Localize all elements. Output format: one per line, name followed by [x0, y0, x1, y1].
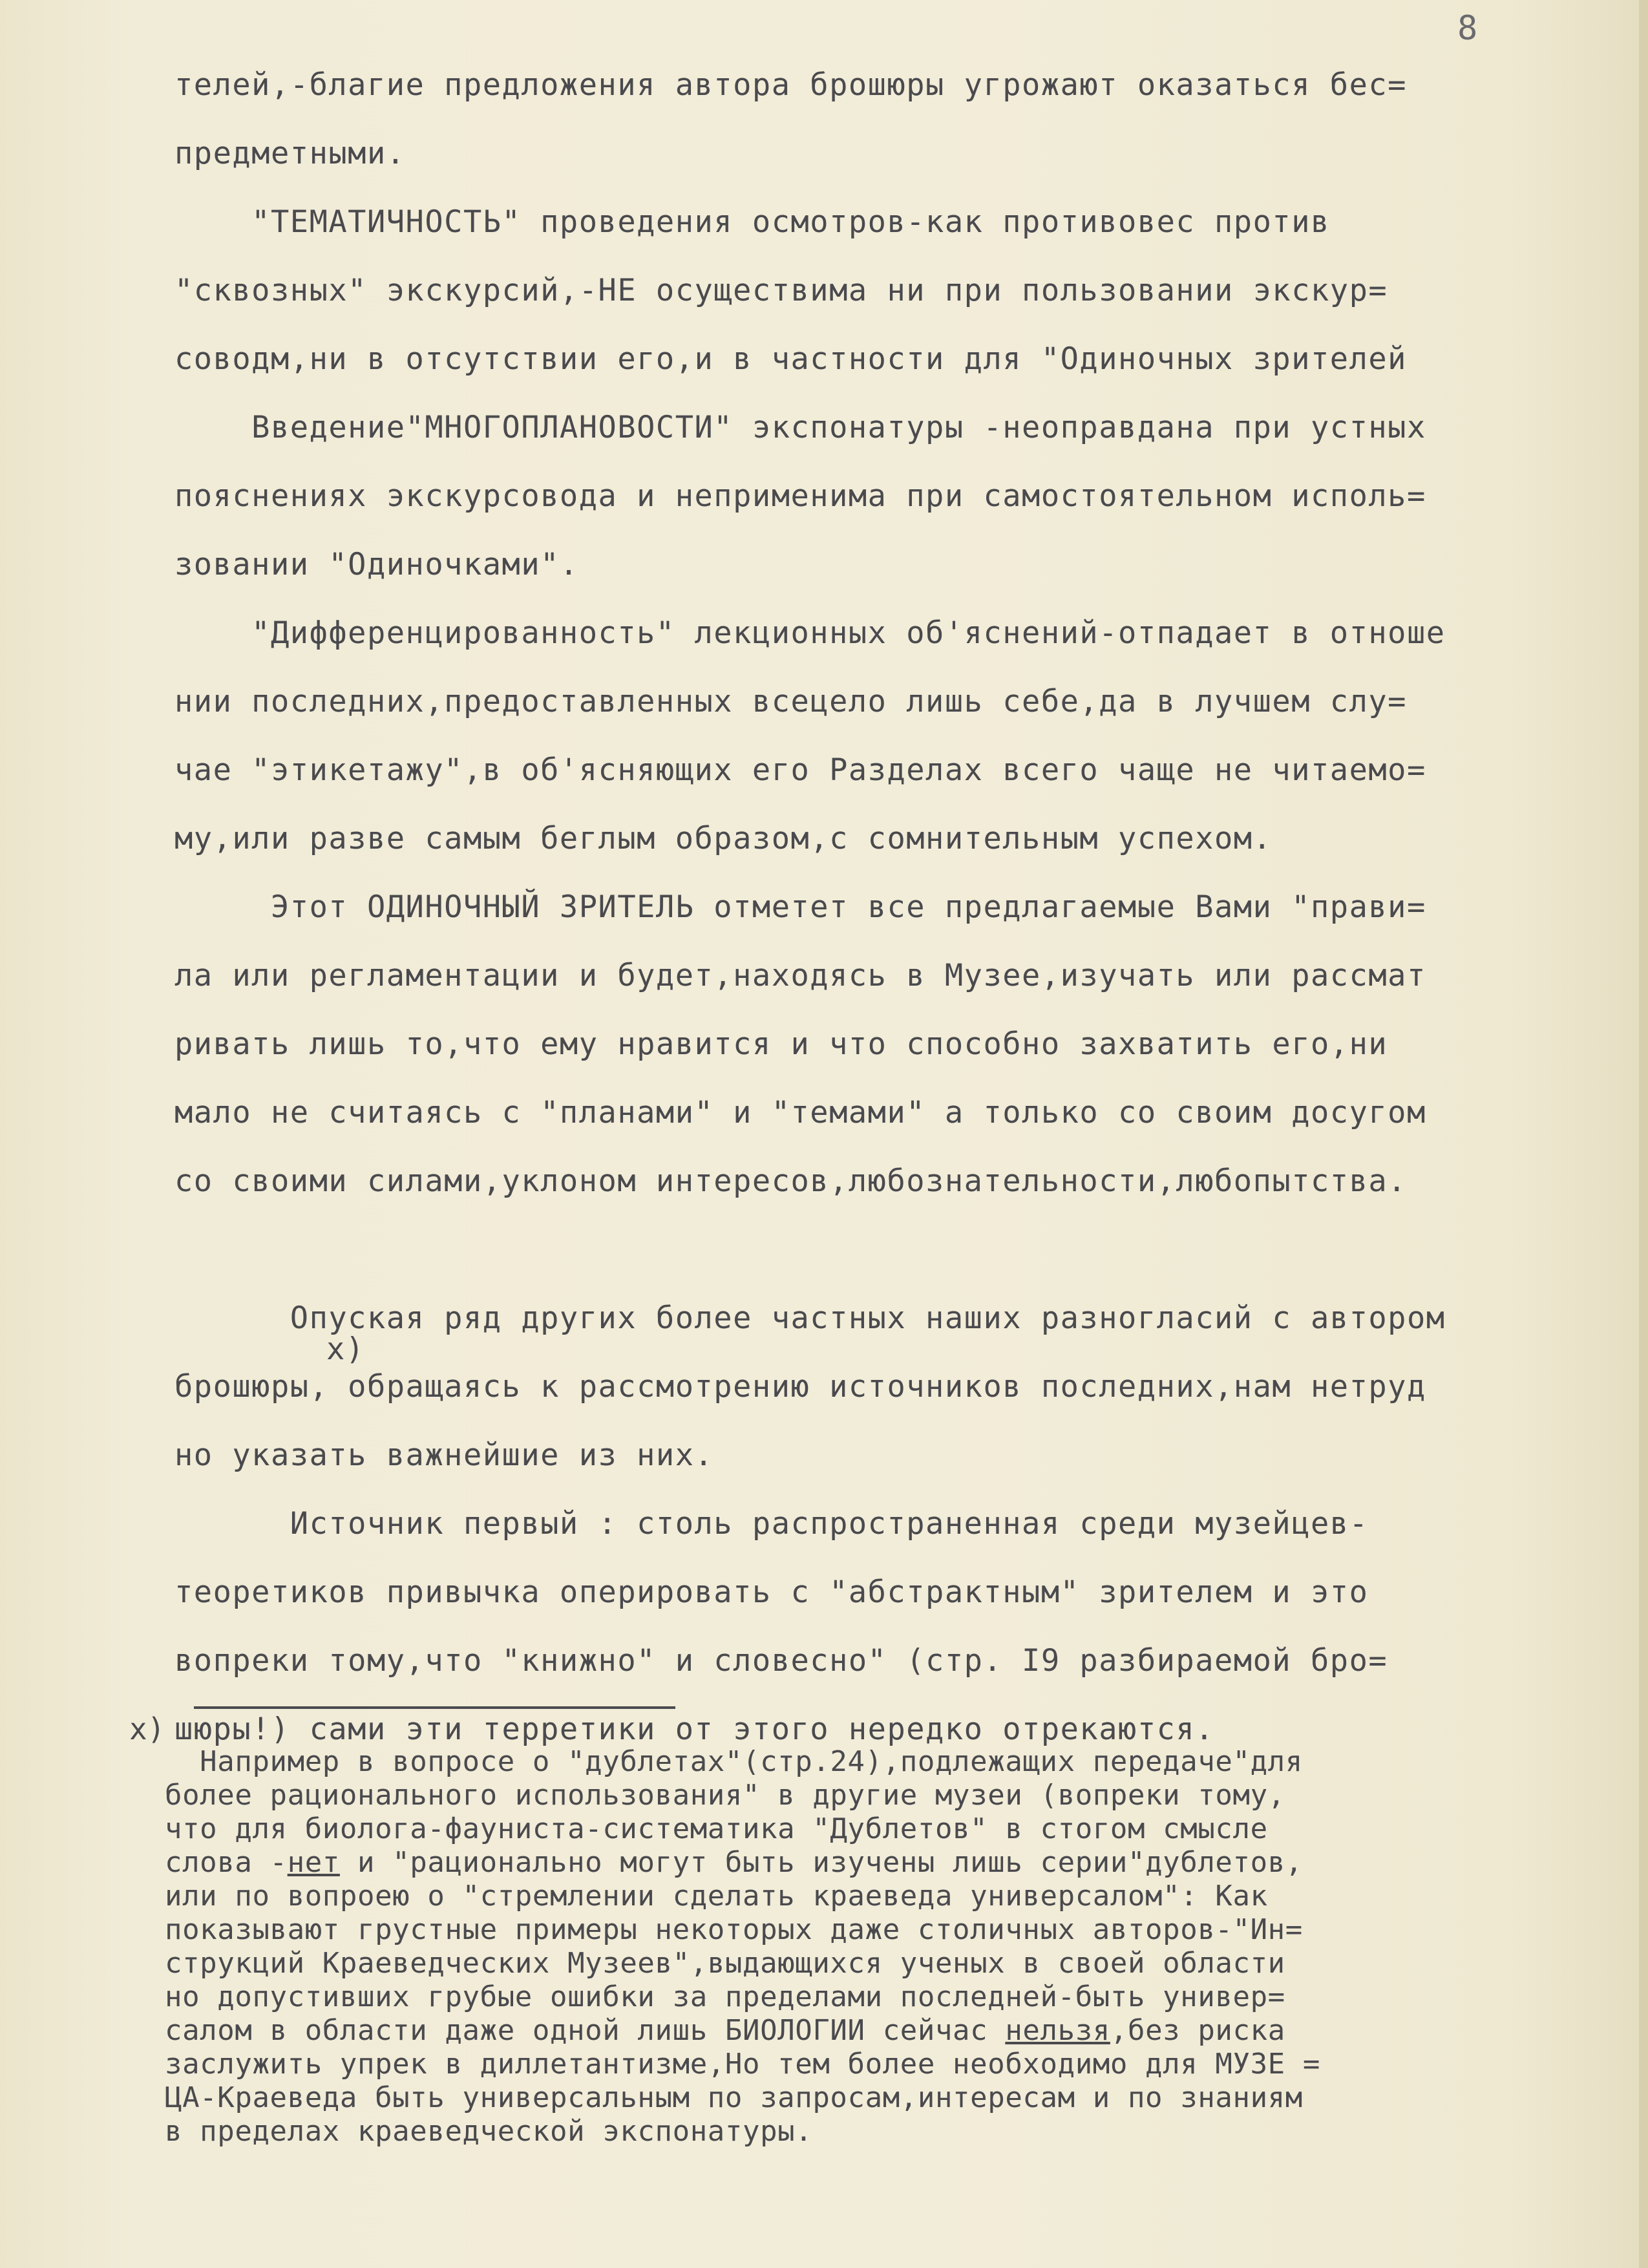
text-line: соводм,ни в отсутствии его,и в частности для "Одиночных зрителей [174, 341, 1407, 377]
footnote-mark: х) [129, 1712, 165, 1746]
underlined-word: нельзя [1005, 2014, 1110, 2047]
text-line: нии последних,предоставленных всецело лишь себе,да в лучшем слу= [174, 684, 1407, 719]
text-line: "Дифференцированность" лекционных об'яснений-отпадает в отноше [174, 615, 1446, 651]
page-number: 8 [1457, 9, 1478, 48]
footnote-line: в пределах краеведческой экспонатуры. [165, 2115, 813, 2148]
text-line: Этот ОДИНОЧНЫЙ ЗРИТЕЛЬ отметет все предлагаемые Вами "прави= [174, 889, 1426, 925]
footnote-line: что для биолога-фауниста-систематика "Дублетов" в стогом смысле [165, 1812, 1268, 1845]
footnote-line-end: и "рационально могут быть изучены лишь серии"дублетов, [339, 1846, 1303, 1879]
text-line: "ТЕМАТИЧНОСТЬ" проведения осмотров-как противовес против [174, 204, 1330, 240]
footnote-line: или по вопроею о "стремлении сделать краеведа универсалом": Как [165, 1880, 1268, 1913]
footnote-line-start: слова - [165, 1846, 288, 1879]
footnote-line [165, 1846, 1619, 1880]
text-line: со своими силами,уклоном интересов,любознательности,любопытства. [174, 1163, 1407, 1199]
text-line: чае "этикетажу",в об'ясняющих его Разделах всего чаще не читаемо= [174, 752, 1426, 788]
footnote-line: Например в вопросе о "дублетах"(стр.24),подлежащих передаче"для [165, 1745, 1303, 1778]
text-line [174, 1226, 1596, 1295]
footnote-line: заслужить упрек в диллетантизме,Но тем более необходимо для МУЗЕ = [165, 2048, 1320, 2081]
body-text [174, 61, 1596, 1774]
underlined-word: нет [287, 1846, 340, 1879]
text-line: ла или регламентации и будет,находясь в Музее,изучать или рассмат [174, 958, 1426, 993]
footnote-reference: х) [326, 1331, 365, 1367]
text-line: мало не считаясь с "планами" и "темами" а только со своим досугом [174, 1095, 1426, 1130]
text-line: брошюры, обращаясь к рассмотрению источников последних,нам нетруд [174, 1369, 1426, 1404]
text-line: ривать лишь то,что ему нравится и что способно захватить его,ни [174, 1026, 1388, 1062]
text-line: теоретиков привычка оперировать с "абстрактным" зрителем и это [174, 1574, 1369, 1610]
text-line: Опуская ряд других более частных наших разногласий с автором х) [174, 1295, 1596, 1363]
footnote-line [165, 2014, 1619, 2048]
footnote-line: ЦА-Краеведа быть универсальным по запросам,интересам и по знаниям [165, 2081, 1303, 2114]
text-line: но указать важнейшие из них. [174, 1437, 714, 1473]
text-line: му,или разве самым беглым образом,с сомнительным успехом. [174, 821, 1273, 856]
text-line: пояснениях экскурсовода и неприменима при самостоятельном исполь= [174, 478, 1426, 514]
text-line: предметными. [174, 136, 406, 171]
text-line: "сквозных" экскурсий,-НЕ осуществима ни при пользовании экскур= [174, 273, 1388, 308]
footnote-line-end: ,без риска [1110, 2014, 1285, 2047]
footnote-divider [194, 1706, 675, 1709]
footnote-line: более рационального использования" в другие музеи (вопреки тому, [165, 1779, 1285, 1812]
text-line: телей,-благие предложения автора брошюры угрожают оказаться бес= [174, 67, 1407, 103]
text-line: шюры!) сами эти терретики от этого нередко отрекаются. [174, 1712, 1215, 1747]
footnote-line: показывают грустные примеры некоторых даже столичных авторов-"Ин= [165, 1913, 1303, 1946]
footnote-line-start: салом в области даже одной лишь БИОЛОГИИ сейчас [165, 2014, 1006, 2047]
footnote [165, 1745, 1619, 2148]
text-line: вопреки тому,что "книжно" и словесно" (стр. I9 разбираемой бро= [174, 1643, 1388, 1679]
text-line: зовании "Одиночками". [174, 547, 579, 582]
text-line: Введение"МНОГОПЛАНОВОСТИ" экспонатуры -неоправдана при устных [174, 410, 1426, 445]
footnote-line: струкций Краеведческих Музеев",выдающихся ученых в своей области [165, 1947, 1285, 1980]
text-line: Источник первый : столь распространенная среди музейцев- [174, 1506, 1369, 1542]
footnote-line: но допустивших грубые ошибки за пределами последней-быть универ= [165, 1980, 1285, 2013]
